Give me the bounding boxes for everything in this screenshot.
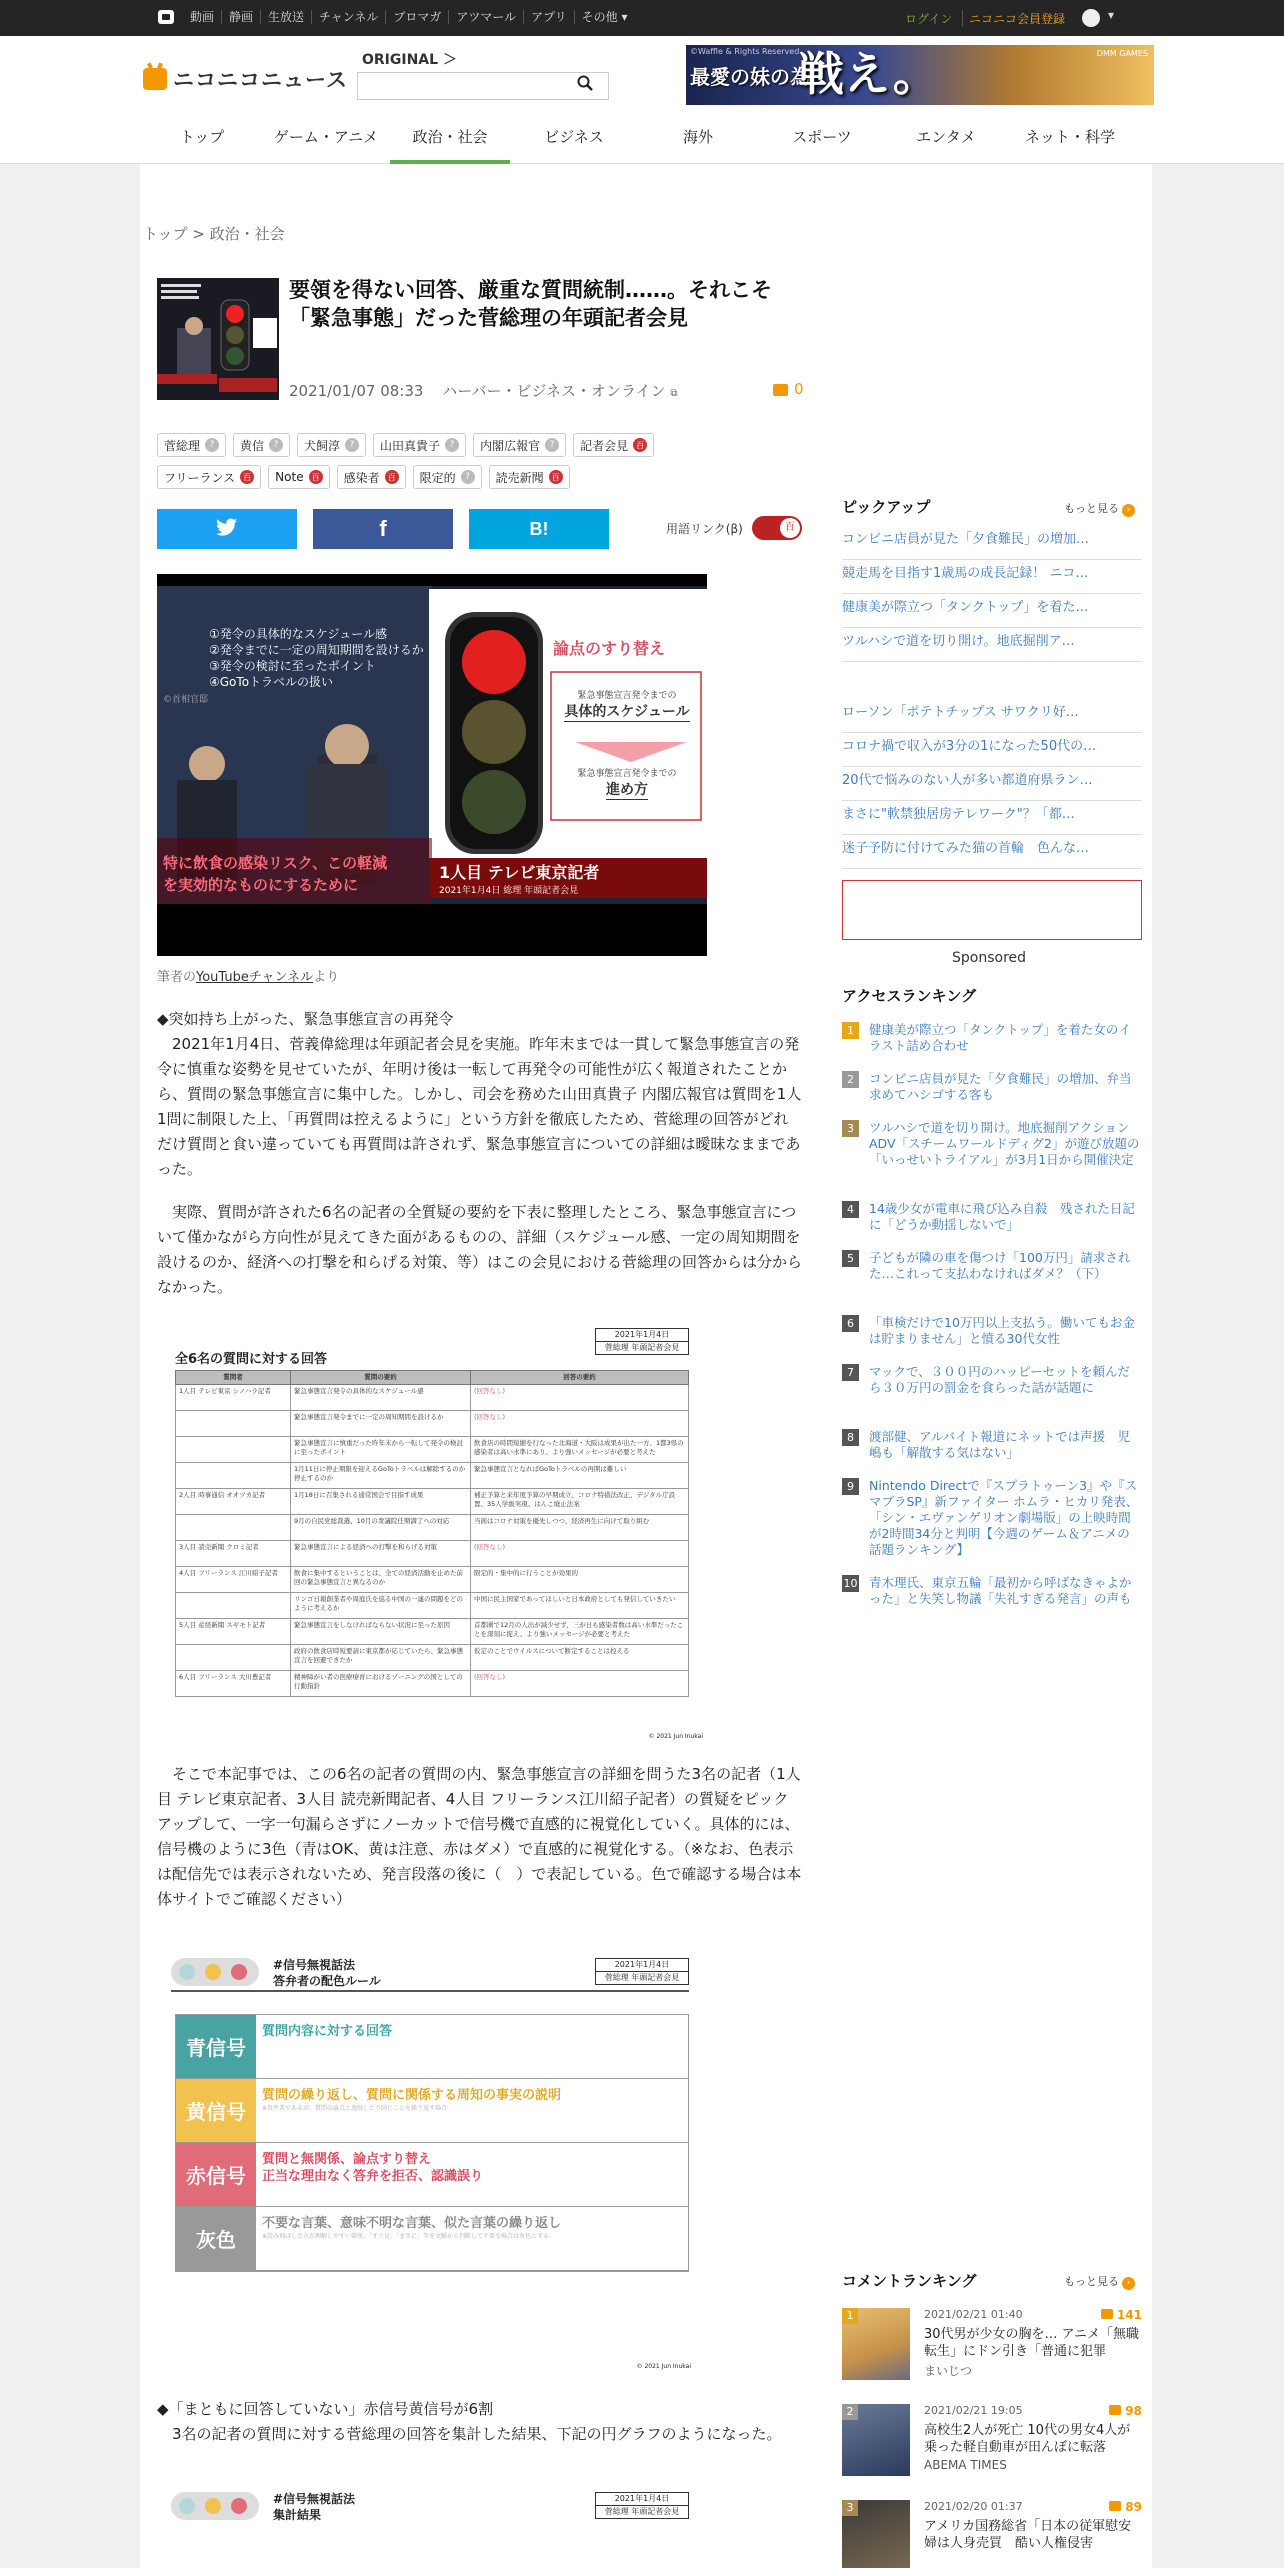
site-header: [0, 36, 1284, 164]
ranking-title[interactable]: ツルハシで道を切り開け。地底掘削アクションADV「スチームワールドディグ2」が遊び放題の「いっせいトライアル」が3月1日から開催決定: [869, 1120, 1140, 1167]
table-cell: (回答なし): [471, 1671, 689, 1697]
slide-item: ③発令の検討に至ったポイント: [209, 659, 376, 673]
image-caption: [157, 966, 339, 985]
table-row: [176, 1385, 689, 1411]
rank-number: 4: [842, 1201, 859, 1218]
table-cell: [176, 1515, 291, 1541]
comment-count[interactable]: [773, 380, 804, 398]
service-link-atsumaru[interactable]: アツマール: [448, 10, 523, 24]
more-label: もっと見る: [1064, 2275, 1119, 2288]
ranking-item[interactable]: [842, 1478, 1142, 1558]
ranking-title[interactable]: 子どもが隣の車を傷つけ「100万円」請求された…これって支払わなければダメ？（下）: [869, 1250, 1131, 1281]
ranking-title[interactable]: 「車検だけで10万円以上支払う。働いてもお金は貯まりません」と憤る30代女性: [869, 1315, 1135, 1346]
table-cell: [176, 1437, 291, 1463]
table-cell: 補正予算と来年度予算の早期成立、コロナ特措法改正、デジタル庁設置、35人学級実現、はんこ廃止法案: [471, 1489, 689, 1515]
slide-item: ①発令の具体的なスケジュール感: [209, 627, 388, 641]
table-cell: 飲食店の時間短縮を行なった北海道・大阪は成果が出た一方、1都3県の感染者は高い水準にあり、より強いメッセージが必要と考えた: [471, 1437, 689, 1463]
table-cell: 5人目 産経新聞 スギモト記者: [176, 1619, 291, 1645]
color-rules-image: [157, 1950, 707, 2370]
article-main-image: [157, 574, 707, 956]
ranking-item[interactable]: [842, 1315, 1142, 1347]
ranking-title[interactable]: マックで、３００円のハッピーセットを頼んだら３０万円の罰金を食らった話が話題に: [869, 1364, 1131, 1395]
table-cell: 緊急事態宣言となればGoToトラベルの再開は難しい: [471, 1463, 689, 1489]
slide-item: ②発令までに一定の周知期間を設けるか: [209, 643, 424, 657]
table-cell: 緊急事態宣言に慎重だった昨年末から一転して発令の検討に至ったポイント: [291, 1437, 471, 1463]
tag-item[interactable]: [157, 433, 226, 457]
category-nav: [140, 120, 1132, 164]
table-header-cell: 回答の要約: [471, 1371, 689, 1385]
table-row: [176, 1619, 689, 1645]
comment-ranking-count: [1109, 2404, 1142, 2418]
slide-credit: ©首相官邸: [163, 695, 209, 705]
service-link-douga[interactable]: 動画: [190, 10, 215, 24]
pickup-more-link[interactable]: [1064, 500, 1135, 517]
external-link-icon: ⧉: [670, 388, 678, 399]
comment-bubble-icon: [773, 384, 788, 396]
caption-suffix: より: [313, 970, 340, 985]
tag-label: 感染者: [343, 470, 380, 485]
comment-ranking-item[interactable]: [842, 2500, 1142, 2568]
niconico-tv-icon[interactable]: [158, 10, 174, 24]
comment-ranking-title[interactable]: 30代男が少女の胸を… アニメ「無職転生」にドン引き「普通に犯罪: [924, 2327, 1140, 2359]
chevron-down-icon[interactable]: ▾: [1108, 8, 1115, 22]
rule-text: 不要な言葉、意味不明な言葉、似た言葉の繰り返し: [262, 2216, 562, 2231]
slide-box1-line1: 緊急事態宣言発令までの: [577, 691, 677, 701]
nav-tab-sports[interactable]: スポーツ: [792, 128, 852, 146]
rank-number: 10: [843, 1577, 858, 1590]
rules-list: [175, 2014, 689, 2272]
glossary-link-toggle[interactable]: [752, 516, 802, 540]
table-cell: 緊急事態宣言をしなければならない状況に至った原因: [291, 1619, 471, 1645]
tag-item[interactable]: [157, 465, 261, 489]
pickup-link[interactable]: 健康美が際立つ「タンクトップ」を着た…: [842, 594, 1142, 628]
rules-date: 2021年1月4日: [596, 1959, 688, 1972]
comment-ranking-source: まいじつ: [924, 2364, 973, 2378]
ranking-item[interactable]: [842, 1364, 1142, 1396]
table-sub: 菅総理 年頭記者会見: [604, 1343, 680, 1352]
rules-sub: 菅総理 年頭記者会見: [604, 1973, 680, 1982]
rank-number: 6: [842, 1315, 859, 1332]
facebook-icon: f: [379, 516, 387, 541]
slide-box1-line2: 具体的スケジュール: [564, 701, 689, 722]
rule-label: 赤信号: [176, 2143, 256, 2206]
comment-ranking-count-value: 98: [1125, 2404, 1142, 2418]
dictionary-icon[interactable]: 百: [549, 470, 563, 484]
arrow-right-icon: ›: [1122, 504, 1135, 517]
caption-prefix: 筆者の: [157, 970, 197, 985]
ranking-item[interactable]: [842, 1201, 1142, 1233]
table-row: [176, 1671, 689, 1697]
rules-title: 答弁者の配色ルール: [273, 1974, 381, 1988]
nav-tab-entertainment[interactable]: エンタメ: [916, 128, 976, 146]
slide-subtitle-1: 特に飲食の感染リスク、この軽減: [163, 854, 388, 872]
arrow-right-icon: ›: [1122, 2277, 1135, 2290]
question-icon[interactable]: ?: [205, 438, 219, 452]
rules-credit: © 2021 Jun Inukai: [636, 2363, 691, 2370]
share-buttons: [157, 509, 609, 549]
table-cell: 政府の飲食店時短要請に東京都が応じていたら、緊急事態宣言を回避できたか: [291, 1645, 471, 1671]
rule-label: 黄信号: [176, 2079, 256, 2142]
table-cell: 限定的・集中的に行うことが効果的: [471, 1567, 689, 1593]
dictionary-icon[interactable]: 百: [309, 470, 323, 484]
service-link-live[interactable]: 生放送: [260, 10, 311, 24]
summary-image: [157, 2486, 707, 2546]
service-link-seiga[interactable]: 静画: [221, 10, 260, 24]
rule-row: [176, 2015, 688, 2079]
slide-title-right: 論点のすり替え: [553, 639, 666, 658]
pickup-link[interactable]: 迷子予防に付けてみた猫の首輪 色んな…: [842, 835, 1142, 869]
rule-text: 質問の繰り返し、質問に関係する周知の事実の説明: [262, 2088, 562, 2103]
nav-tab-game-anime[interactable]: ゲーム・アニメ: [273, 128, 379, 146]
service-link-blomaga[interactable]: ブロマガ: [385, 10, 448, 24]
slide-box2-line1: 緊急事態宣言発令までの: [577, 769, 677, 779]
table-cell: [176, 1411, 291, 1437]
rank-number: 8: [842, 1429, 859, 1446]
tag-list-row2: [157, 465, 677, 489]
table-cell: 緊急事態宣言による経済への打撃を和らげる対策: [291, 1541, 471, 1567]
table-row: [176, 1437, 689, 1463]
nav-tab-politics-society[interactable]: 政治・社会: [388, 120, 512, 164]
table-cell: 精神障がい者の医療療育におけるゾーニングの国としての行動指針: [291, 1671, 471, 1697]
questions-table-image: [157, 1320, 707, 1740]
table-cell: 中国に民主国家であってほしいと日本政府としても発信していきたい: [471, 1593, 689, 1619]
signal-graphic: [171, 2492, 259, 2520]
nav-tab-overseas[interactable]: 海外: [682, 128, 713, 146]
table-row: [176, 1593, 689, 1619]
question-icon[interactable]: ?: [269, 438, 283, 452]
ranking-title[interactable]: 健康美が際立つ「タンクトップ」を着た女のイラスト詰め合わせ: [869, 1022, 1131, 1053]
dictionary-icon[interactable]: 百: [385, 470, 399, 484]
comment-bubble-icon: [1109, 2405, 1121, 2415]
ranking-title[interactable]: コンビニ店員が見た「夕食難民」の増加、弁当求めてハシゴする客も: [869, 1071, 1132, 1102]
ranking-item[interactable]: [842, 1250, 1142, 1282]
tag-item[interactable]: [297, 433, 366, 457]
sponsored-label: Sponsored: [952, 950, 1027, 966]
question-icon[interactable]: ?: [461, 470, 475, 484]
summary-hashtag: #信号無視話法: [273, 2492, 356, 2506]
rule-note: ※読み飛ばした方が理解しやすい箇所。「すぐ見」「まさに」等を文脈から判断して不要な場合は灰色とする: [262, 2233, 550, 2240]
question-icon[interactable]: ?: [345, 438, 359, 452]
table-row: [176, 1489, 689, 1515]
access-ranking-heading: アクセスランキング: [842, 987, 977, 1005]
rank-number: 2: [842, 1071, 859, 1088]
tag-label: 内閣広報官: [480, 438, 541, 453]
comment-ranking-more-link[interactable]: [1064, 2273, 1135, 2290]
section-heading: ◆突如持ち上がった、緊急事態宣言の再発令: [157, 1010, 454, 1028]
tag-item[interactable]: [373, 433, 466, 457]
rule-label: 青信号: [176, 2015, 256, 2078]
rank-number: 9: [842, 1478, 859, 1495]
ad-banner[interactable]: [686, 45, 1154, 105]
dictionary-icon: 百: [780, 518, 800, 538]
table-cell: 仮定のことでウイルスについて断定することは控える: [471, 1645, 689, 1671]
comment-ranking-title[interactable]: 高校生2人が死亡 10代の男女4人が乗った軽自動車が田んぼに転落: [924, 2423, 1131, 2455]
table-cell: 当面はコロナ対策を優先しつつ、経済再生に向けて取り組む: [471, 1515, 689, 1541]
rank-number: 1: [842, 2308, 858, 2324]
article-meta: [289, 380, 678, 401]
comment-ranking-item[interactable]: [842, 2308, 1142, 2390]
table-header-cell: 質問の要約: [291, 1371, 471, 1385]
summary-title: 集計結果: [273, 2508, 322, 2522]
dictionary-icon[interactable]: 百: [240, 470, 254, 484]
pickup-link[interactable]: コンビニ店員が見た「夕食難民」の増加…: [842, 526, 1142, 560]
register-link[interactable]: ニコニコ会員登録: [962, 10, 1065, 27]
article-paragraph: 2021年1月4日、菅義偉総理は年頭記者会見を実施。昨年末までは一貫して緊急事態宣言の発令に慎重な姿勢を見せていたが、年明け後は一転して再発令の可能性が広く報道されたことから、質問の緊急事態宣言に集中した。しかし、司会を務めた山田真貴子 内閣広報官は質問を1人1問に制限した上、「再質問は控えるように」という方針を徹底したため、菅総理の回答がどれだけ質問と食い違っていても再質問は許されず、緊急事態宣言についての詳細は曖昧なままであった。: [157, 1035, 802, 1178]
search-icon[interactable]: [577, 75, 593, 95]
pickup-heading: ピックアップ: [842, 498, 931, 516]
tag-label: 限定的: [419, 470, 456, 485]
article-title: 要領を得ない回答、厳重な質問統制……。それこそ「緊急事態」だった菅総理の年頭記者会見: [289, 278, 772, 330]
nav-tab-top[interactable]: トップ: [179, 128, 225, 146]
hatena-bookmark-button[interactable]: [469, 509, 609, 549]
table-cell: リンゴ日報創業者や周庭氏を巡る中国の一連の問題をどのように考えるか: [291, 1593, 471, 1619]
comment-bubble-icon: [1109, 2501, 1121, 2511]
table-cell: 緊急事態宣言発令までに一定の周知期間を設けるか: [291, 1411, 471, 1437]
rule-text: 質問と無関係、論点すり替え 正当な理由なく答弁を拒否、認識誤り: [262, 2152, 484, 2184]
comment-ranking-count-value: 141: [1116, 2308, 1142, 2322]
login-link[interactable]: ログイン: [905, 12, 953, 26]
user-avatar[interactable]: [1082, 9, 1100, 27]
hatena-bookmark-icon: B!: [529, 518, 549, 539]
article-paragraph: そこで本記事では、この6名の記者の質問の内、緊急事態宣言の詳細を問うた3名の記者（1人目 テレビ東京記者、3人目 読売新聞記者、4人目 フリーランス江川紹子記者）の質疑をピックアップして、一字一句漏らさずにノーカットで信号機で直感的に視覚化していく。具体的には、信号機のように3色（青はOK、黄は注意、赤はダメ）で直感的に視覚化する。（※なお、色表示は配信先では表示されないため、発言段落の後に（ ）で表記している。色で確認する場合は本体サイトでご確認ください）: [157, 1765, 802, 1908]
comment-ranking-date: 2021/02/21 01:40: [924, 2308, 1023, 2321]
tag-label: 菅総理: [164, 438, 201, 453]
article-paragraph: 実際、質問が許された6名の記者の全質疑の要約を下表に整理したところ、緊急事態宣言について僅かながら方向性が見えてきた面があるものの、詳細（スケジュール感、一定の周知期間を設けるのか、経済への打撃を和らげる対策、等）はこの会見における菅総理の回答からは分からなかった。: [157, 1203, 803, 1296]
sponsored-ad-slot[interactable]: [842, 880, 1142, 940]
ranking-title[interactable]: 14歳少女が電車に飛び込み自殺 残された日記に「どうか動揺しないで」: [869, 1201, 1135, 1232]
pickup-link[interactable]: まさに"軟禁独居房テレワーク"？「都…: [842, 801, 1142, 835]
rank-number: 3: [842, 1120, 859, 1137]
article-date: 2021/01/07 08:33: [289, 382, 424, 400]
table-cell: [176, 1463, 291, 1489]
tag-label: 読売新聞: [495, 470, 544, 485]
table-cell: 2人目 時事通信 オオツカ記者: [176, 1489, 291, 1515]
comment-ranking-item[interactable]: [842, 2404, 1142, 2486]
summary-date: 2021年1月4日: [596, 2493, 688, 2506]
tag-label: 山田真貴子: [380, 438, 441, 453]
rule-text: 質問内容に対する回答: [262, 2024, 393, 2039]
facebook-share-button[interactable]: [313, 509, 453, 549]
table-cell: 3人目 読売新聞 クロミ記者: [176, 1541, 291, 1567]
search-input[interactable]: [357, 72, 609, 100]
rank-number: 5: [842, 1250, 859, 1267]
comment-ranking-heading: コメントランキング: [842, 2272, 977, 2290]
twitter-share-button[interactable]: [157, 509, 297, 549]
rank-number: 1: [842, 1022, 859, 1039]
comment-ranking-source: ABEMA TIMES: [924, 2458, 1007, 2472]
banner-brand: DMM GAMES: [1096, 49, 1148, 58]
banner-text-main: 戦え。: [798, 47, 939, 101]
table-cell: 4人目 フリーランス 江川紹子記者: [176, 1567, 291, 1593]
article-thumbnail: [157, 278, 279, 400]
site-logo[interactable]: [143, 64, 348, 94]
slide-subtitle-2: を実効的なものにするために: [163, 876, 359, 894]
service-link-other-menu[interactable]: その他 ▾: [574, 10, 635, 24]
nav-tab-net-science[interactable]: ネット・科学: [1024, 128, 1115, 146]
ranking-item[interactable]: [842, 1120, 1142, 1168]
rank-number: 7: [842, 1364, 859, 1381]
comment-ranking-date: 2021/02/20 01:37: [924, 2500, 1023, 2513]
rule-row: [176, 2207, 688, 2271]
table-cell: 1月11日に停止期限を迎えるGoToトラベルは解除するのか停止するのか: [291, 1463, 471, 1489]
tag-label: 黄信: [240, 438, 265, 453]
pickup-link[interactable]: 競走馬を目指す1歳馬の成長記録！ ニコ…: [842, 560, 1142, 594]
table-header-cell: 質問者: [176, 1371, 291, 1385]
nav-tab-business[interactable]: ビジネス: [544, 128, 604, 146]
comment-ranking-thumbnail[interactable]: [842, 2308, 910, 2380]
table-date: 2021年1月4日: [596, 1329, 688, 1342]
youtube-channel-link[interactable]: YouTubeチャンネル: [196, 970, 314, 985]
banner-text-left: 最愛の妹の為、: [690, 65, 830, 89]
slide-reporter-sub: 2021年1月4日 総理 年頭記者会見: [439, 886, 579, 896]
tag-item[interactable]: [268, 465, 329, 489]
table-cell: 首都圏で12月の人出が減少せず、三が日も感染者数は高い水準だったことを深刻に捉え、より強いメッセージが必要と考えた: [471, 1619, 689, 1645]
glossary-link-label: 用語リンク(β): [666, 522, 743, 536]
article-paragraph: 3名の記者の質問に対する菅総理の回答を集計した結果、下記の円グラフのようになった。: [157, 2425, 782, 2443]
comment-ranking-count: [1101, 2308, 1142, 2322]
slide-box2-line2: 進め方: [606, 779, 648, 800]
tag-label: 犬飼淳: [304, 438, 341, 453]
ranking-title[interactable]: 渡部健、アルバイト報道にネットでは声援 児嶋も「解散する気はない」: [869, 1429, 1131, 1460]
site-logo-text: ニコニコニュース: [173, 68, 348, 92]
tag-label: 記者会見: [580, 438, 629, 453]
question-icon[interactable]: ?: [545, 438, 559, 452]
summary-sub: 菅総理 年頭記者会見: [604, 2507, 680, 2516]
service-links: [183, 10, 634, 24]
table-row: [176, 1567, 689, 1593]
banner-copyright: ©Waffle & Rights Reserved: [690, 47, 800, 56]
dictionary-icon[interactable]: 百: [633, 438, 647, 452]
comment-ranking-thumbnail[interactable]: [842, 2404, 910, 2476]
rule-row: [176, 2143, 688, 2207]
tag-list-row1: [157, 433, 677, 457]
rank-number: 2: [842, 2404, 858, 2420]
comment-count-value: 0: [794, 380, 804, 398]
table-row: [176, 1645, 689, 1671]
table-cell: 6人目 フリーランス 大川豊記者: [176, 1671, 291, 1697]
tag-item[interactable]: [573, 433, 654, 457]
original-link[interactable]: ORIGINAL ＞: [362, 52, 457, 68]
niconico-logo-icon: [143, 68, 167, 90]
table-title: 全6名の質問に対する回答: [175, 1352, 328, 1367]
comment-ranking-date: 2021/02/21 19:05: [924, 2404, 1023, 2417]
tag-item[interactable]: [413, 465, 482, 489]
table-cell: (回答なし): [471, 1385, 689, 1411]
breadcrumb[interactable]: トップ > 政治・社会: [143, 225, 285, 243]
ranking-item[interactable]: [842, 1071, 1142, 1103]
tag-item[interactable]: [473, 433, 566, 457]
ranking-item[interactable]: [842, 1575, 1142, 1607]
pickup-link[interactable]: 20代で悩みのない人が多い都道府県ラン…: [842, 767, 1142, 801]
tag-item[interactable]: [233, 433, 290, 457]
rule-row: [176, 2079, 688, 2143]
service-link-channel[interactable]: チャンネル: [311, 10, 385, 24]
ranking-item[interactable]: [842, 1022, 1142, 1054]
comment-bubble-icon: [1101, 2309, 1113, 2319]
ranking-title[interactable]: 青木理氏、東京五輪「最初から呼ばなきゃよかった」と失笑し物議「失礼すぎる発言」の声も: [869, 1575, 1132, 1606]
tag-label: Note: [275, 470, 304, 484]
table-cell: 1月18日に召集される通常国会で目指す成果: [291, 1489, 471, 1515]
comment-ranking-count: [1109, 2500, 1142, 2514]
service-link-app[interactable]: アプリ: [523, 10, 574, 24]
comment-ranking-count-value: 89: [1125, 2500, 1142, 2514]
slide-item: ④GoToトラベルの扱い: [209, 675, 334, 689]
table-cell: 9月の自民党総裁選、10月の衆議院任期満了への対応: [291, 1515, 471, 1541]
table-cell: 飲食に集中するということは、全ての経済活動を止めた前回の緊急事態宣言と異なるのか: [291, 1567, 471, 1593]
tag-item[interactable]: [337, 465, 406, 489]
article-source[interactable]: ハーバー・ビジネス・オンライン: [442, 382, 666, 400]
tag-item[interactable]: [489, 465, 570, 489]
rules-hashtag: #信号無視話法: [273, 1958, 356, 1972]
table-cell: (回答なし): [471, 1541, 689, 1567]
pickup-link[interactable]: ローソン「ポテトチップス サワクリ好…: [842, 699, 1142, 733]
pickup-link[interactable]: コロナ禍で収入が3分の1になった50代の…: [842, 733, 1142, 767]
table-cell: 緊急事態宣言発令の具体的なスケジュール感: [291, 1385, 471, 1411]
table-credit: © 2021 Jun Inukai: [648, 1733, 703, 1740]
global-top-bar: [0, 0, 1284, 36]
ranking-item[interactable]: [842, 1429, 1142, 1461]
table-cell: 1人目 テレビ東京 シノハラ記者: [176, 1385, 291, 1411]
comment-ranking-title[interactable]: アメリカ国務総省「日本の従軍慰安婦は人身売買 酷い人権侵害: [924, 2519, 1132, 2551]
table-cell: [176, 1593, 291, 1619]
table-row: [176, 1463, 689, 1489]
pickup-link[interactable]: ツルハシで道を切り開け。地底掘削ア…: [842, 628, 1142, 662]
tag-label: フリーランス: [164, 470, 236, 485]
ranking-title[interactable]: Nintendo Directで『スプラトゥーン3』や『スマブラSP』新ファイター ホムラ・ヒカリ発表、「シン・エヴァンゲリオン劇場版」の上映時間が2時間34分と判明【今週のゲーム＆アニメの話題ランキング】: [869, 1478, 1139, 1557]
table-row: [176, 1411, 689, 1437]
twitter-icon: [216, 518, 238, 541]
rank-number: 3: [842, 2500, 858, 2516]
rule-label: 灰色: [176, 2207, 256, 2270]
table-cell: [176, 1645, 291, 1671]
signal-graphic: [171, 1958, 259, 1986]
more-label: もっと見る: [1064, 502, 1119, 515]
table-cell: (回答なし): [471, 1411, 689, 1437]
table-row: [176, 1541, 689, 1567]
rule-note: ※答弁者であるが、質問の論点と逸脱したり同じことを繰り返す場合: [262, 2105, 448, 2112]
slide-reporter: 1人目 テレビ東京記者: [439, 863, 600, 882]
table-row: [176, 1515, 689, 1541]
section-heading: ◆「まともに回答していない」赤信号黄信号が6割: [157, 2400, 494, 2418]
question-icon[interactable]: ?: [445, 438, 459, 452]
comment-ranking-thumbnail[interactable]: [842, 2500, 910, 2568]
questions-table: [175, 1370, 689, 1697]
